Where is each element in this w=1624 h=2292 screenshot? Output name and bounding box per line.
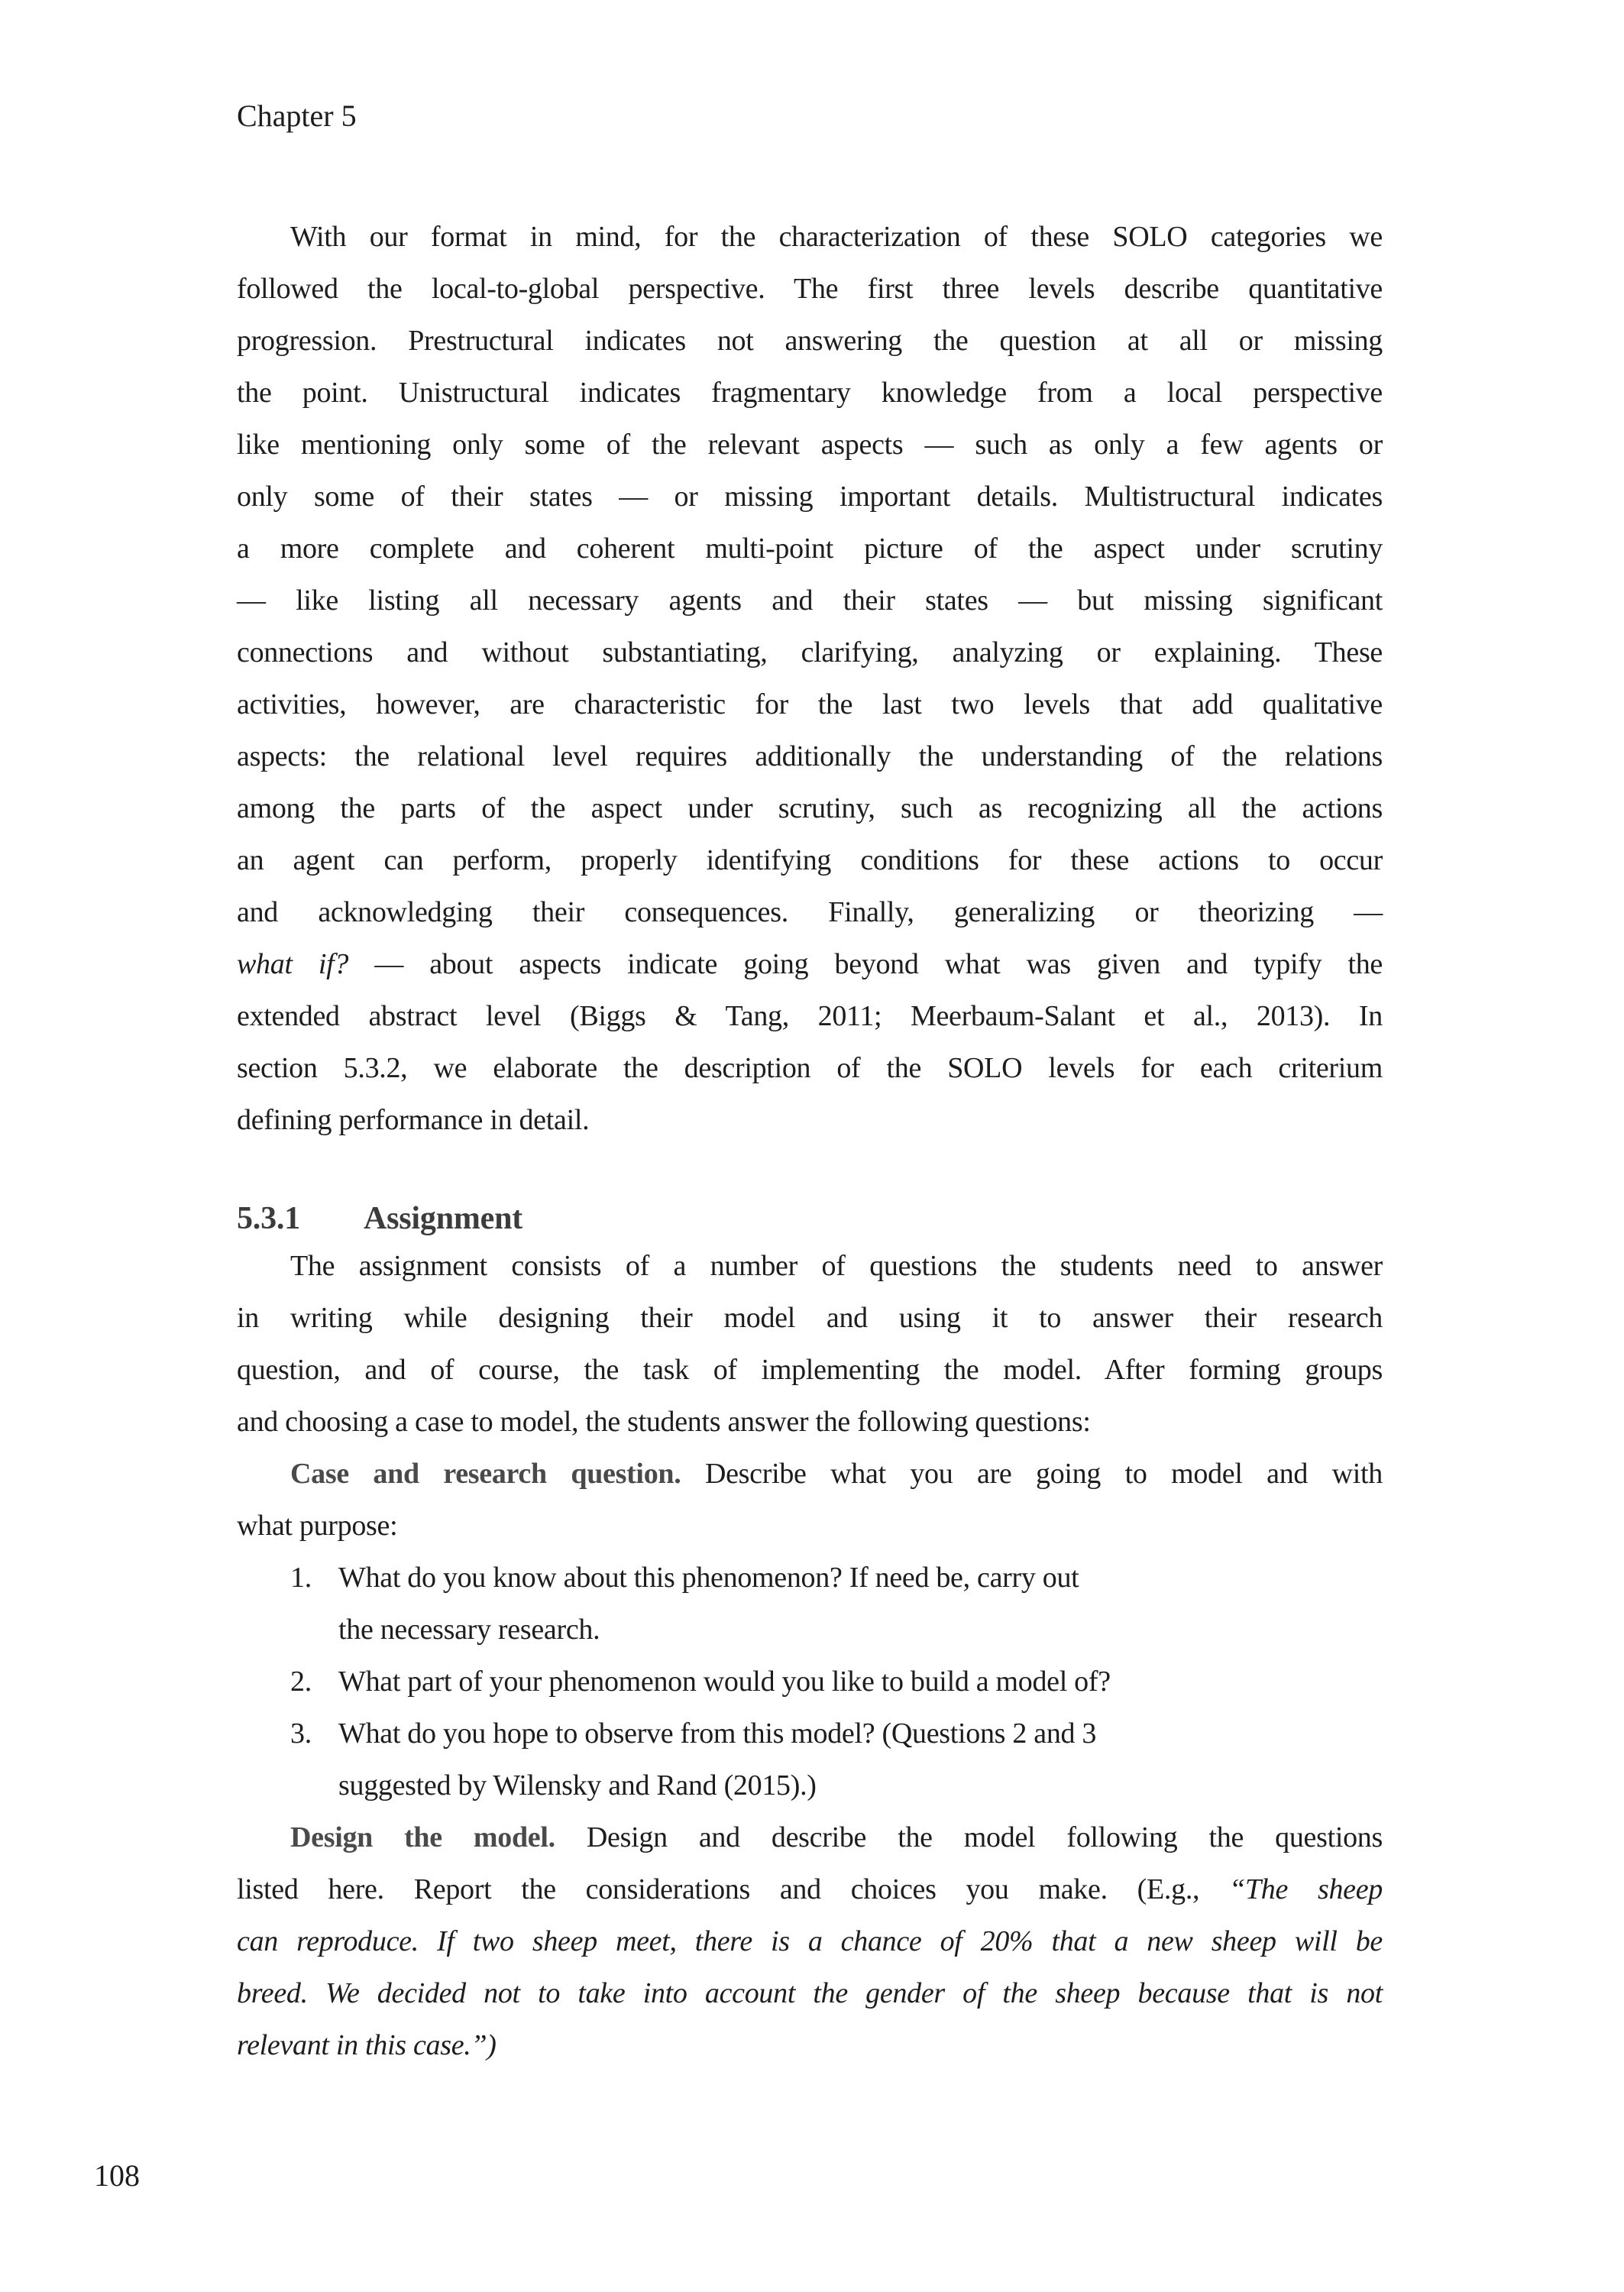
text-line [237, 1656, 1383, 1708]
paragraph-design-the-model [237, 1811, 1383, 2071]
list-number: 1. [290, 1562, 312, 1594]
text-segment: Design and describe the model following the questions [555, 1821, 1383, 1853]
text-segment: relevant in this case.”) [237, 2029, 497, 2061]
text-line [237, 1240, 1383, 1292]
text-segment: in writing while designing their model and using it to answer their research [237, 1302, 1383, 1334]
runin-heading: Case and research question. [290, 1458, 681, 1490]
text-line [237, 2019, 1383, 2071]
text-segment: can reproduce. If two sheep meet, there is a chance of 20% that a new sheep will be [237, 1925, 1383, 1957]
text-line [237, 938, 1383, 990]
text-segment: defining performance in detail. [237, 1104, 590, 1136]
text-segment: what purpose: [237, 1510, 398, 1542]
text-segment: and acknowledging their consequences. Finally, generalizing or theorizing — [237, 896, 1383, 928]
text-segment: and choosing a case to model, the students answer the following questions: [237, 1406, 1091, 1438]
paragraph-solo-categories [237, 211, 1383, 1146]
text-line [237, 1708, 1383, 1759]
text-line [237, 315, 1383, 367]
text-line [237, 575, 1383, 626]
text-segment: connections and without substantiating, clarifying, analyzing or explaining. These [237, 636, 1383, 668]
text-line [237, 1344, 1383, 1396]
text-segment: “The sheep [1229, 1873, 1383, 1905]
text-line [237, 1396, 1383, 1448]
text-segment: breed. We decided not to take into account the gender of the sheep because that is not [237, 1977, 1383, 2009]
text-segment: — about aspects indicate going beyond what was given and typify the [348, 948, 1383, 980]
list-item [237, 1656, 1383, 1708]
text-segment: — like listing all necessary agents and their states — but missing significant [237, 584, 1383, 617]
text-segment: among the parts of the aspect under scrutiny, such as recognizing all the actions [237, 792, 1383, 824]
paragraph-assignment-intro [237, 1240, 1383, 1448]
text-line [237, 211, 1383, 263]
running-header: Chapter 5 [237, 99, 357, 133]
page-number: 108 [94, 2158, 140, 2193]
text-line [237, 471, 1383, 523]
text-segment: activities, however, are characteristic for the last two levels that add qualitative [237, 688, 1383, 720]
list-item [237, 1552, 1383, 1656]
text-segment: extended abstract level (Biggs & Tang, 2011; Meerbaum-Salant et al., 2013). In [237, 1000, 1383, 1032]
text-segment: What part of your phenomenon would you like to build a model of? [338, 1666, 1111, 1698]
text-line [237, 886, 1383, 938]
text-segment: an agent can perform, properly identifying conditions for these actions to occur [237, 844, 1383, 876]
text-segment: What do you know about this phenomenon? If need be, carry out [338, 1562, 1079, 1594]
text-segment: like mentioning only some of the relevant aspects — such as only a few agents or [237, 429, 1383, 461]
text-segment: With our format in mind, for the characterization of these SOLO categories we [290, 221, 1383, 253]
text-line [237, 1915, 1383, 1967]
text-line [237, 782, 1383, 834]
text-segment: progression. Prestructural indicates not answering the question at all or missing [237, 325, 1383, 357]
text-line [237, 678, 1383, 730]
text-line [237, 626, 1383, 678]
text-segment: section 5.3.2, we elaborate the description of the SOLO levels for each criterium [237, 1052, 1383, 1084]
text-line [237, 367, 1383, 419]
text-line [237, 1448, 1383, 1500]
text-line [237, 1604, 1383, 1656]
text-segment: listed here. Report the considerations and choices you make. (E.g., [237, 1873, 1230, 1905]
section-heading [237, 1193, 1383, 1245]
section-number: 5.3.1 [237, 1201, 301, 1236]
runin-heading: Design the model. [290, 1821, 555, 1853]
text-line [237, 1552, 1383, 1604]
section-body [237, 1240, 1383, 2071]
text-line [237, 990, 1383, 1042]
text-line [237, 1967, 1383, 2019]
text-line [237, 730, 1383, 782]
text-segment: aspects: the relational level requires additionally the understanding of the relations [237, 740, 1383, 772]
question-list [237, 1552, 1383, 1811]
text-line [237, 523, 1383, 575]
list-number: 2. [290, 1666, 312, 1698]
text-segment: suggested by Wilensky and Rand (2015).) [338, 1769, 817, 1802]
text-line [237, 1042, 1383, 1094]
text-segment: the point. Unistructural indicates fragmentary knowledge from a local perspective [237, 377, 1383, 409]
text-line [237, 263, 1383, 315]
text-line [237, 834, 1383, 886]
section-title: Assignment [364, 1201, 523, 1236]
text-line [237, 419, 1383, 471]
text-segment: followed the local-to-global perspective. The first three levels describe quantitative [237, 273, 1383, 305]
paragraph-case-and-research-question [237, 1448, 1383, 1552]
text-segment: only some of their states — or missing important details. Multistructural indicates [237, 481, 1383, 513]
text-line [237, 1500, 1383, 1552]
text-segment: Describe what you are going to model and with [681, 1458, 1383, 1490]
text-segment: the necessary research. [338, 1614, 600, 1646]
text-line [237, 1863, 1383, 1915]
text-segment: what if? [237, 948, 349, 980]
text-line [237, 1292, 1383, 1344]
text-line [237, 1094, 1383, 1146]
text-line [237, 1759, 1383, 1811]
text-line [237, 1811, 1383, 1863]
text-segment: question, and of course, the task of implementing the model. After forming groups [237, 1354, 1383, 1386]
text-segment: What do you hope to observe from this model? (Questions 2 and 3 [338, 1717, 1097, 1750]
list-item [237, 1708, 1383, 1811]
list-number: 3. [290, 1717, 312, 1750]
text-segment: The assignment consists of a number of questions the students need to answer [290, 1250, 1383, 1282]
text-segment: a more complete and coherent multi-point picture of the aspect under scrutiny [237, 533, 1383, 565]
